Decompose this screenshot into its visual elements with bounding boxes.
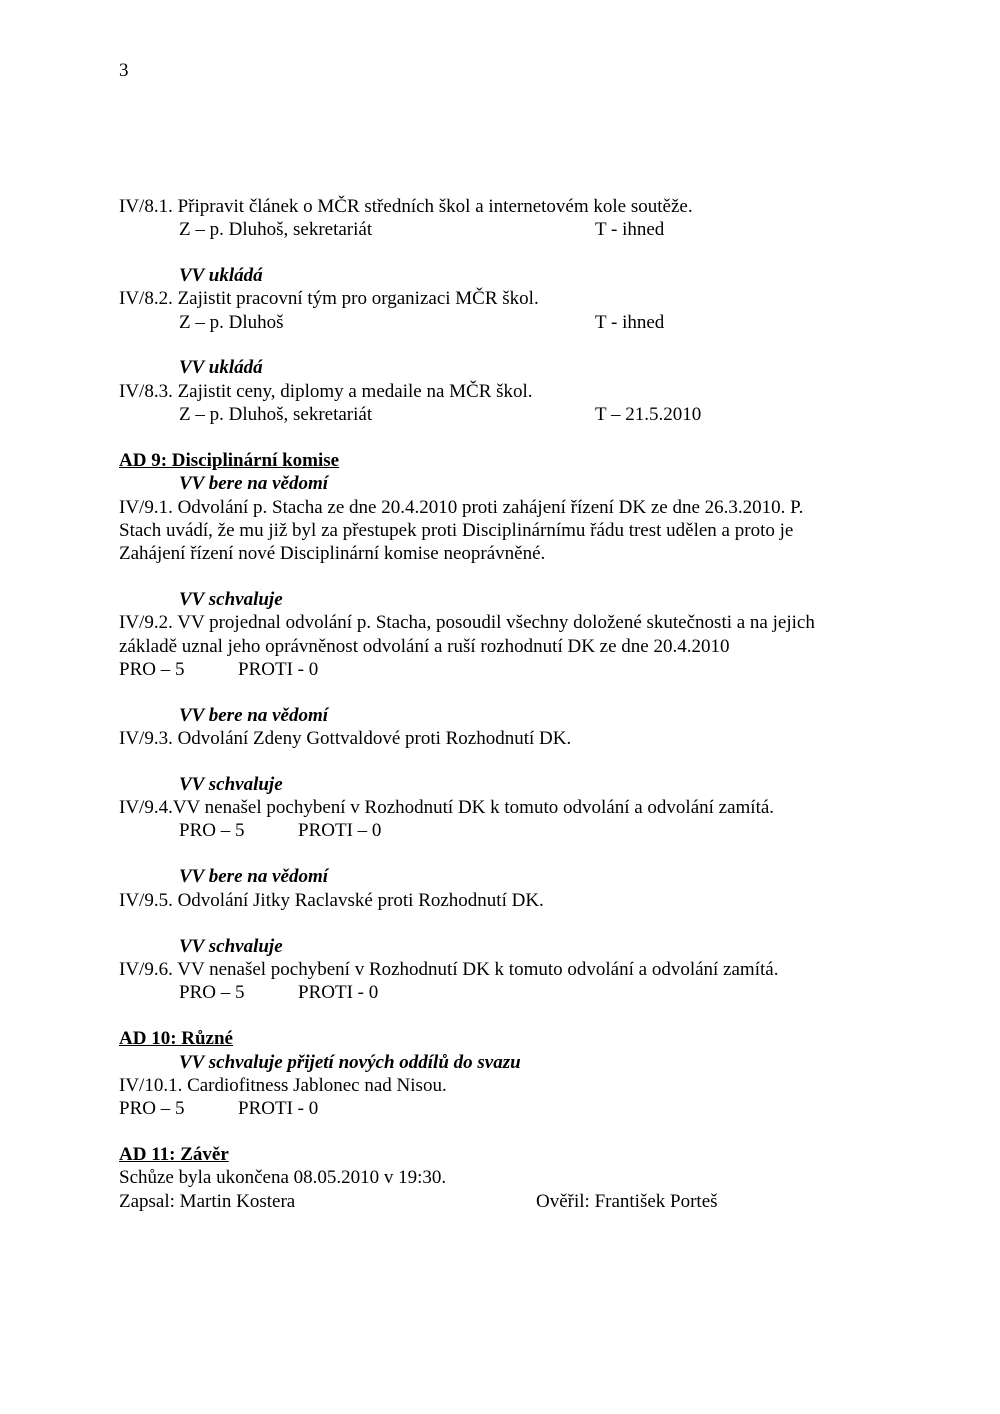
deadline: T - ihned [595, 219, 665, 240]
responsible: Z – p. Dluhoš, sekretariát [179, 219, 373, 240]
item-iv-8-2: IV/8.2. Zajistit pracovní tým pro organizaci MČR škol. [119, 288, 539, 309]
responsible: Z – p. Dluhoš [179, 312, 284, 333]
deadline: T – 21.5.2010 [595, 404, 702, 425]
vote-for: PRO – 5 [179, 982, 245, 1003]
resolution-heading: VV schvaluje přijetí nových oddílů do svazu [179, 1052, 521, 1073]
resolution-heading: VV bere na vědomí [179, 473, 329, 494]
responsible: Z – p. Dluhoš, sekretariát [179, 404, 373, 425]
resolution-heading: VV ukládá [179, 357, 263, 378]
vote-for: PRO – 5 [119, 1098, 185, 1119]
vote-against: PROTI - 0 [238, 659, 319, 680]
item-iv-8-1: IV/8.1. Připravit článek o MČR středních škol a internetovém kole soutěže. [119, 196, 693, 217]
resolution-heading: VV bere na vědomí [179, 705, 329, 726]
meeting-end: Schůze byla ukončena 08.05.2010 v 19:30. [119, 1167, 447, 1188]
resolution-heading: VV schvaluje [179, 589, 283, 610]
item-iv-9-6: IV/9.6. VV nenašel pochybení v Rozhodnutí DK k tomuto odvolání a odvolání zamítá. [119, 959, 779, 980]
resolution-heading: VV schvaluje [179, 774, 283, 795]
vote-against: PROTI - 0 [238, 1098, 319, 1119]
section-heading-ad10: AD 10: Různé [119, 1028, 233, 1049]
resolution-heading: VV schvaluje [179, 936, 283, 957]
item-iv-8-3: IV/8.3. Zajistit ceny, diplomy a medaile na MČR škol. [119, 381, 533, 402]
resolution-heading: VV bere na vědomí [179, 866, 329, 887]
vote-for: PRO – 5 [179, 820, 245, 841]
page-number: 3 [119, 60, 129, 81]
item-iv-9-1: IV/9.1. Odvolání p. Stacha ze dne 20.4.2010 proti zahájení řízení DK ze dne 26.3.2010. P. [119, 497, 804, 518]
verified-by: Ověřil: František Porteš [536, 1191, 718, 1212]
item-iv-10-1: IV/10.1. Cardiofitness Jablonec nad Nisou. [119, 1075, 447, 1096]
item-iv-9-5: IV/9.5. Odvolání Jitky Raclavské proti Rozhodnutí DK. [119, 890, 544, 911]
paragraph-line: základě uznal jeho oprávněnost odvolání a ruší rozhodnutí DK ze dne 20.4.2010 [119, 636, 730, 657]
resolution-heading: VV ukládá [179, 265, 263, 286]
deadline: T - ihned [595, 312, 665, 333]
section-heading-ad9: AD 9: Disciplinární komise [119, 450, 340, 471]
recorded-by: Zapsal: Martin Kostera [119, 1191, 296, 1212]
vote-for: PRO – 5 [119, 659, 185, 680]
vote-against: PROTI - 0 [298, 982, 379, 1003]
item-iv-9-3: IV/9.3. Odvolání Zdeny Gottvaldové proti Rozhodnutí DK. [119, 728, 572, 749]
item-iv-9-4: IV/9.4.VV nenašel pochybení v Rozhodnutí DK k tomuto odvolání a odvolání zamítá. [119, 797, 775, 818]
paragraph-line: Stach uvádí, že mu již byl za přestupek proti Disciplinárnímu řádu trest udělen a proto je [119, 520, 794, 541]
section-heading-ad11: AD 11: Závěr [119, 1144, 229, 1165]
vote-against: PROTI – 0 [298, 820, 382, 841]
item-iv-9-2: IV/9.2. VV projednal odvolání p. Stacha, posoudil všechny doložené skutečnosti a na jejich [119, 612, 815, 633]
paragraph-line: Zahájení řízení nové Disciplinární komise neoprávněné. [119, 543, 546, 564]
